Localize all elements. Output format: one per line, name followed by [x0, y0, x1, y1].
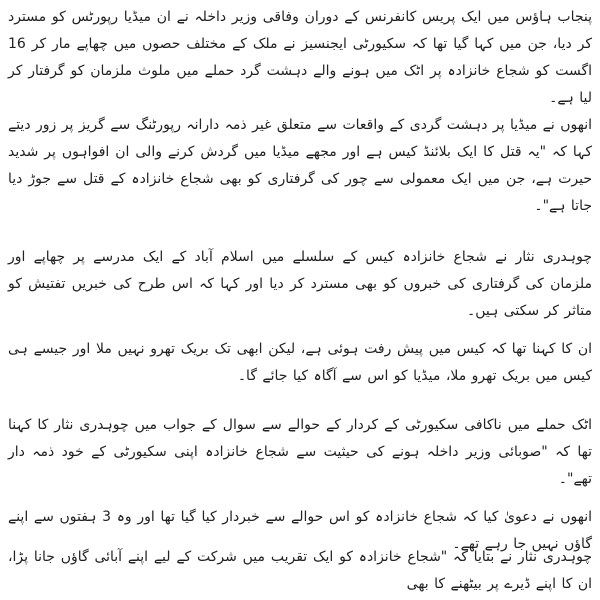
article-paragraph-2: انھوں نے میڈیا پر دہشت گردی کے واقعات سے متعلق غیر ذمہ دارانہ رپورٹنگ سے گریز پر زور دیتے کہا کہ "یہ قتل کا ایک بلائنڈ کیس ہے اور مجھے میڈیا میں گردش کرنے والی ان افواہوں پر شدید حیرت ہے، جن میں ایک معمولی سے چور کی گرفتاری کو بھی شجاع خانزادہ کے قتل سے جوڑ دیا جاتا ہے"۔	[8, 117, 592, 214]
article-paragraph-3: چوہدری نثار نے شجاع خانزادہ کیس کے سلسلے میں اسلام آباد کے ایک مدرسے پر چھاپے اور ملزمان کی گرفتاری کی خبروں کو بھی مسترد کر دیا اور کہا کہ اس طرح کی خبریں تفتیش کو متاثر کر سکتی ہیں۔	[8, 249, 592, 319]
article-paragraph-6: انھوں نے دعویٰ کیا کہ شجاع خانزادہ کو اس حوالے سے خبردار کیا گیا تھا اور وہ 3 ہفتوں سے اپنے گاؤں نہیں جا رہے تھے۔	[8, 509, 592, 552]
article-paragraph-1: پنجاب ہاؤس میں ایک پریس کانفرنس کے دوران وفاقی وزیر داخلہ نے ان میڈیا رپورٹس کو مسترد کر دیا، جن میں کہا گیا تھا کہ سکیورٹی ایجنسیز نے ملک کے مختلف حصوں میں چھاپے مار کر 16 اگست کو شجاع خانزادہ پر اٹک میں ہونے والے دہشت گرد حملے میں ملوث ملزمان کو گرفتار کر لیا ہے۔	[8, 9, 592, 106]
article-paragraph-4: ان کا کہنا تھا کہ کیس میں پیش رفت ہوئی ہے، لیکن ابھی تک بریک تھرو نہیں ملا اور جیسے ہی کیس میں بریک تھرو ملا، میڈیا کو اس سے آگاہ کیا جائے گا۔	[8, 341, 592, 384]
article-paragraph-5: اٹک حملے میں ناکافی سکیورٹی کے کردار کے حوالے سے سوال کے جواب میں چوہدری نثار کا کہنا تھا کہ "صوبائی وزیر داخلہ ہونے کی حیثیت سے شجاع خانزادہ اپنی سکیورٹی کے خود ذمہ دار تھے"۔	[8, 417, 592, 487]
article-paragraph-7: چوہدری نثار نے بتایا کہ "شجاع خانزادہ کو ایک تقریب میں شرکت کے لیے اپنے آبائی گاؤں جانا پڑا، ان کا اپنے ڈیرے پر بیٹھنے کا بھی	[8, 549, 592, 592]
